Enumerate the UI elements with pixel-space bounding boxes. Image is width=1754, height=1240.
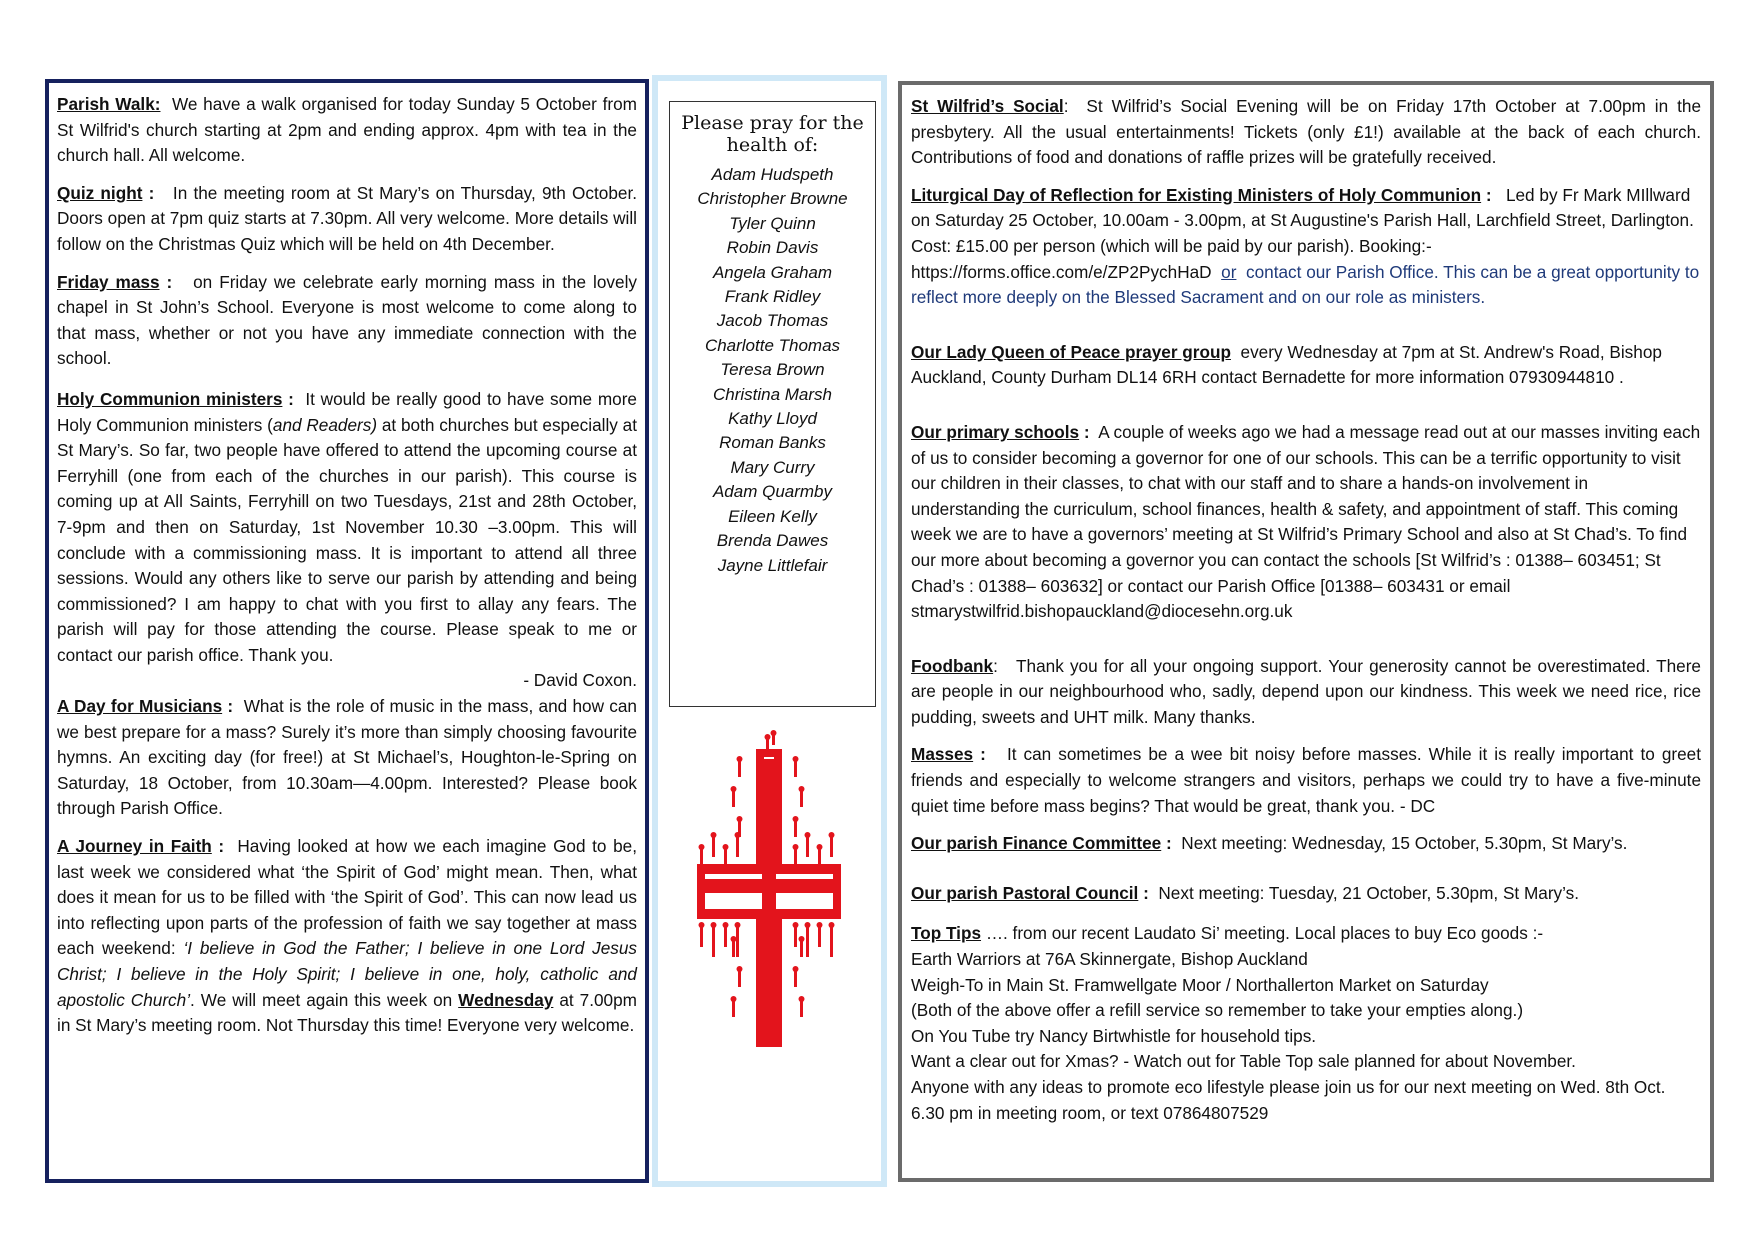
right-column bbox=[898, 81, 1714, 1182]
finance-text: Next meeting: Wednesday, 15 October, 5.30pm, St Mary’s. bbox=[1181, 833, 1628, 854]
friday-mass-heading: Friday mass bbox=[57, 271, 160, 292]
prayer-name: Brenda Dawes bbox=[716, 531, 829, 551]
social-text: St Wilfrid’s Social Evening will be on Friday 17th October at 7.00pm in the presbytery. All the usual entertainments! Tickets (only £1!) available at the back of each church. Contributions of food and donations of raffle prizes will be gratefully received. bbox=[911, 96, 1702, 168]
musicians-text: What is the role of music in the mass, and how can we best prepare for a mass? Surely it’s more than simply choosing favourite hymns. An exciting day (for free!) at St Michael’s, Houghton-le-Spring on Saturday, 18 October, from 10.30am—4.00pm. Interested? Please book through Parish Office. bbox=[57, 696, 637, 819]
social-notice: St Wilfrid’s Social: St Wilfrid’s Social Evening will be on Friday 17th October at 7.00pm in the presbytery. All the usual entertainments! Tickets (only £1!) available at the back of each church. Contributions of food and donations of raffle prizes will be gratefully received. bbox=[911, 96, 1702, 168]
prayer-name: Adam Hudspeth bbox=[711, 165, 834, 184]
finance-heading: Our parish Finance Committee bbox=[911, 833, 1162, 854]
parish-walk-text: We have a walk organised for today Sunday 5 October from St Wilfrid's church starting at 2pm and ending approx. 4pm with tea in the church hall. All welcome. bbox=[57, 94, 637, 166]
top-tips-notice bbox=[911, 921, 1701, 947]
top-tips-list bbox=[911, 947, 1701, 1126]
prayer-name: Mary Curry bbox=[730, 457, 815, 477]
musicians-heading: A Day for Musicians bbox=[57, 696, 223, 717]
prayer-name: Angela Graham bbox=[712, 262, 833, 282]
foodbank-notice: Foodbank: Thank you for all your ongoing support. Your generosity cannot be overestimated. There are people in our neighbourhood who, sadly, depend upon our kindness. This week we need rice, rice pudding, sweets and UHT milk. Many thanks. bbox=[911, 655, 1701, 727]
journey-notice: A Journey in Faith : Having looked at how we each imagine God to be, last week we considered what ‘the Spirit of God’ might mean. Then, what does it mean for us to be filled with ‘the Spirit of God’. This can now lead us into reflecting upon parts of the profession of faith we say together at mass each weekend: ‘I believe in God the Father; I believe in one Lord Jesus Christ; I believe in the Holy Spirit; I believe in one, holy, catholic and apostolic Church’. We will meet again this week on Wednesday at 7.00pm in St Mary’s meeting room. Not Thursday this time! Everyone very welcome. bbox=[57, 836, 637, 1036]
prayer-name: Tyler Quinn bbox=[729, 213, 816, 233]
prayer-name: Eileen Kelly bbox=[728, 506, 817, 526]
top-tip-line: Weigh-To in Main St. Framwellgate Moor / Northallerton Market on Saturday bbox=[911, 974, 1489, 995]
liturgical-blue-text: contact our Parish Office. This can be a great opportunity to reflect more deeply on the Blessed Sacrament and on our role as ministers. bbox=[911, 261, 1700, 308]
prayer-name: Jacob Thomas bbox=[716, 311, 829, 331]
journey-text-c: at 7.00pm in St Mary’s meeting room. Not Thursday this time! Everyone very welcome. bbox=[57, 989, 637, 1036]
masses-notice: Masses : It can sometimes be a wee bit noisy before masses. While it is really important to greet friends and especially to welcome strangers and visitors, perhaps we could try to have a five-minute quiet time before mass begins? That would be great, thank you. - DC bbox=[911, 744, 1702, 816]
middle-column bbox=[652, 75, 887, 1187]
prayer-name: Charlotte Thomas bbox=[704, 335, 841, 355]
holy-communion-text-a: It would be really good to have some more Holy Communion ministers ( bbox=[57, 388, 637, 435]
top-tips-intro: …. from our recent Laudato Si’ meeting. Local places to buy Eco goods :- bbox=[985, 923, 1544, 944]
journey-text-a: Having looked at how we each imagine God to be, last week we considered what ‘the Spirit of God’ might mean. Then, what does it mean for us to be filled with ‘the Spirit of God’. This can now lead us into reflecting upon parts of the profession of faith we say together at mass each weekend: bbox=[57, 836, 637, 959]
holy-communion-italic: and Readers) bbox=[272, 414, 378, 435]
prayer-name: Adam Quarmby bbox=[712, 482, 833, 502]
prayer-name: Frank Ridley bbox=[724, 287, 821, 307]
top-tip-line: (Both of the above offer a refill service so remember to take your empties along.) bbox=[911, 1000, 1524, 1021]
parish-walk-heading: Parish Walk: bbox=[57, 94, 161, 114]
top-tips-heading: Top Tips bbox=[911, 923, 982, 944]
schools-text: A couple of weeks ago we had a message read out at our masses inviting each of us to consider becoming a governor for one of our schools. This can be a terrific opportunity to visit our children in their classes, to chat with our staff and to share a hands-on involvement in understanding the curriculum, school finances, health & safety, and appointment of staff. This coming week we are to have a governors’ meeting at St Wilfrid’s Primary School and also at St Chad’s. To find our more about becoming a governor you can contact the schools [St Wilfrid’s : 01388– 603451; St Chad’s : 01388– 603632] or contact our Parish Office [01388– 603431 or email stmarystwilfrid.bishopauckland@diocesehn.org.uk bbox=[911, 421, 1701, 622]
liturgical-or: or bbox=[1221, 261, 1237, 282]
prayer-name: Teresa Brown bbox=[720, 360, 825, 380]
top-tip-line: Anyone with any ideas to promote eco lifestyle please join us for our next meeting on Wed. 8th Oct. 6.30 pm in meeting room, or text 07864807529 bbox=[911, 1077, 1666, 1123]
journey-text-b: . We will meet again this week on bbox=[190, 989, 459, 1010]
prayer-group-notice bbox=[911, 340, 1701, 391]
prayer-names-list bbox=[670, 163, 875, 578]
social-heading: St Wilfrid’s Social bbox=[911, 96, 1064, 116]
holy-communion-notice: Holy Communion ministers : It would be really good to have some more Holy Communion ministers (and Readers) at both churches but especially at St Mary’s. So far, two people have offered to attend the upcoming course at Ferryhill (one from each of the churches in our parish). This course is coming up at All Saints, Ferryhill on two Tuesdays, 21st and 28th October, 7-9pm and then on Saturday, 1st November 10.30 –3.00pm. This will conclude with a commissioning mass. It is important to attend all three sessions. Would any others like to serve our parish by attending and being commissioned? I am happy to chat with you first to allay any fears. The parish will pay for those attending the course. Please speak to me or contact our parish office. Thank you. bbox=[57, 388, 637, 665]
pastoral-heading: Our parish Pastoral Council bbox=[911, 882, 1139, 903]
cross-icon bbox=[694, 729, 844, 1054]
foodbank-text: Thank you for all your ongoing support. Your generosity cannot be overestimated. There are people in our neighbourhood who, sadly, depend upon our kindness. This week we need rice, rice pudding, sweets and UHT milk. Many thanks. bbox=[911, 655, 1701, 727]
quiz-night-notice: Quiz night : In the meeting room at St Mary’s on Thursday, 9th October. Doors open at 7pm quiz starts at 7.30pm. All very welcome. More details will follow on the Christmas Quiz which will be held on 4th December. bbox=[57, 182, 638, 254]
foodbank-heading: Foodbank bbox=[911, 655, 994, 676]
quiz-night-heading: Quiz night bbox=[57, 182, 143, 203]
holy-communion-text-b: at both churches but especially at St Mary’s. So far, two people have offered to attend the upcoming course at Ferryhill (one from each of the churches in our parish). This course is coming up at All Saints, Ferryhill on two Tuesdays, 21st and 28th October, 7-9pm and then on Saturday, 1st November 10.30 –3.00pm. This will conclude with a commissioning mass. It is important to attend all three sessions. Would any others like to serve our parish by attending and being commissioned? I am happy to chat with you first to allay any fears. The parish will pay for those attending the course. Please speak to me or contact our parish office. Thank you. bbox=[57, 414, 637, 665]
middle-inner bbox=[658, 81, 881, 1181]
prayer-group-heading: Our Lady Queen of Peace prayer group bbox=[911, 341, 1231, 362]
top-tip-line: On You Tube try Nancy Birtwhistle for household tips. bbox=[911, 1025, 1317, 1046]
friday-mass-text: on Friday we celebrate early morning mass in the lovely chapel in St John’s School. Everyone is most welcome to come along to that mass, whether or not you have any immediate connection with the school. bbox=[57, 271, 638, 369]
masses-text: It can sometimes be a wee bit noisy before masses. While it is really important to greet friends and especially to welcome strangers and visitors, perhaps we could try to have a five-minute quiet time before mass begins? That would be great, thank you. - DC bbox=[911, 744, 1702, 816]
prayer-name: Robin Davis bbox=[726, 238, 819, 258]
prayer-name: Christopher Browne bbox=[697, 189, 848, 209]
left-column bbox=[45, 79, 649, 1183]
schools-notice: Our primary schools : A couple of weeks ago we had a message read out at our masses inviting each of us to consider becoming a governor for one of our schools. This can be a terrific opportunity to visit our children in their classes, to chat with our staff and to share a hands-on involvement in understanding the curriculum, school finances, health & safety, and appointment of staff. This coming week we are to have a governors’ meeting at St Wilfrid’s Primary School and also at St Chad’s. To find our more about becoming a governor you can contact the schools [St Wilfrid’s : 01388– 603451; St Chad’s : 01388– 603632] or contact our Parish Office [01388– 603431 or email stmarystwilfrid.bishopauckland@diocesehn.org.uk bbox=[911, 421, 1701, 622]
prayer-name: Jayne Littlefair bbox=[717, 555, 828, 575]
journey-heading: A Journey in Faith bbox=[57, 836, 212, 857]
signature: - David Coxon. bbox=[523, 670, 637, 691]
prayer-name: Christina Marsh bbox=[712, 384, 833, 404]
prayer-name: Kathy Lloyd bbox=[728, 409, 817, 429]
liturgical-text: Led by Fr Mark MIllward on Saturday 25 October, 10.00am - 3.00pm, at St Augustine's Parish Hall, Larchfield Street, Darlington. Cost: £15.00 per person (which will be paid by our parish). Booking:- https://forms.office.com/e/ZP2PychHaD bbox=[911, 184, 1694, 282]
quiz-night-text: In the meeting room at St Mary’s on Thursday, 9th October. Doors open at 7pm quiz starts at 7.30pm. All very welcome. More details will follow on the Christmas Quiz which will be held on 4th December. bbox=[57, 182, 638, 254]
prayer-group-text: every Wednesday at 7pm at St. Andrew's Road, Bishop Auckland, County Durham DL14 6RH contact Bernadette for more information 07930944810 . bbox=[911, 341, 1662, 388]
masses-heading: Masses bbox=[911, 744, 974, 765]
prayer-list-title: Please pray for the health of: bbox=[681, 112, 864, 156]
pastoral-notice: Our parish Pastoral Council : Next meeting: Tuesday, 21 October, 5.30pm, St Mary’s. bbox=[911, 882, 1580, 903]
top-tip-line: Earth Warriors at 76A Skinnergate, Bishop Auckland bbox=[911, 949, 1308, 970]
finance-notice: Our parish Finance Committee : Next meeting: Wednesday, 15 October, 5.30pm, St Mary’s. bbox=[911, 833, 1628, 854]
schools-heading: Our primary schools bbox=[911, 421, 1080, 442]
holy-communion-heading: Holy Communion ministers bbox=[57, 388, 283, 409]
friday-mass-notice: Friday mass : on Friday we celebrate early morning mass in the lovely chapel in St John’s School. Everyone is most welcome to come along to that mass, whether or not you have any immediate connection with the school. bbox=[57, 271, 638, 369]
top-tip-line: Want a clear out for Xmas? - Watch out for Table Top sale planned for about November. bbox=[911, 1051, 1576, 1072]
parish-walk-notice bbox=[57, 92, 637, 169]
pastoral-text: Next meeting: Tuesday, 21 October, 5.30pm, St Mary’s. bbox=[1158, 882, 1580, 903]
liturgical-notice: Liturgical Day of Reflection for Existing Ministers of Holy Communion : Led by Fr Mark MIllward on Saturday 25 October, 10.00am - 3.00pm, at St Augustine's Parish Hall, Larchfield Street, Darlington. Cost: £15.00 per person (which will be paid by our parish). Booking:- https://forms.office.com/e/ZP2PychHaD or contact our Parish Office. This can be a great opportunity to reflect more deeply on the Blessed Sacrament and on our role as ministers. bbox=[911, 184, 1700, 308]
musicians-notice: A Day for Musicians : What is the role of music in the mass, and how can we best prepare for a mass? Surely it’s more than simply choosing favourite hymns. An exciting day (for free!) at St Michael’s, Houghton-le-Spring on Saturday, 18 October, from 10.30am—4.00pm. Interested? Please book through Parish Office. bbox=[57, 696, 637, 819]
liturgical-heading: Liturgical Day of Reflection for Existing Ministers of Holy Communion bbox=[911, 184, 1482, 205]
prayer-list-box bbox=[669, 101, 876, 707]
journey-italic: ‘I believe in God the Father; I believe in one Lord Jesus Christ; I believe in the Holy Spirit; I believe in one, holy, catholic and apostolic Church’ bbox=[57, 938, 637, 1010]
journey-bold: Wednesday bbox=[458, 989, 554, 1010]
prayer-name: Roman Banks bbox=[719, 433, 826, 453]
